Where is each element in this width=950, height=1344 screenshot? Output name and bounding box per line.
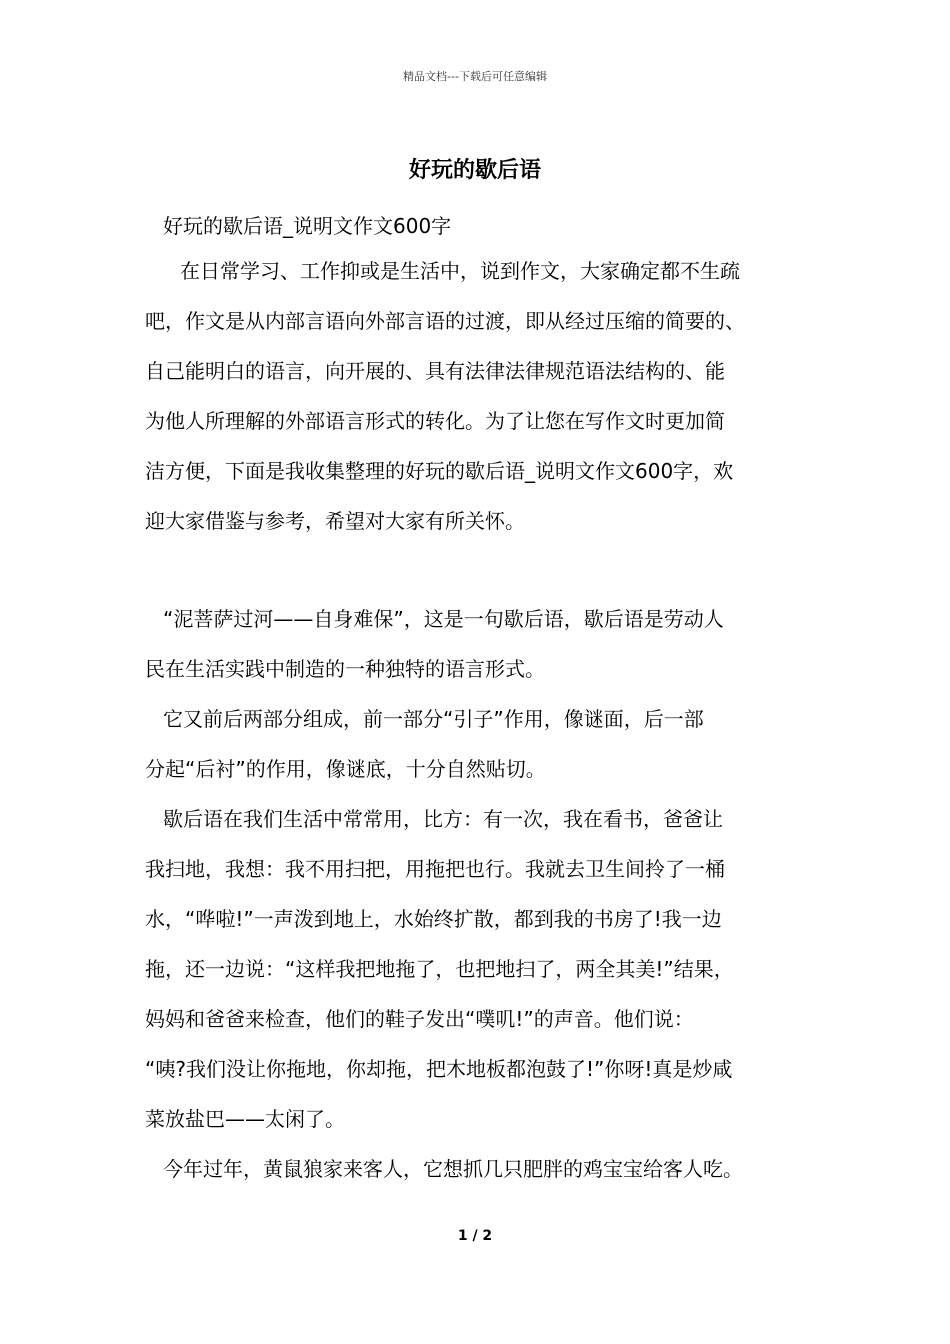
page-indicator: 1 / 2: [457, 1228, 493, 1244]
body-line: 迎大家借鉴与参考，希望对大家有所关怀。: [145, 509, 525, 533]
body-line: “咦?我们没让你拖地，你却拖，把木地板都泡鼓了!”你呀!真是炒咸: [145, 1057, 733, 1081]
document-title: 好玩的歇后语: [408, 158, 541, 183]
body-line: 水，“哗啦!”一声泼到地上，水始终扩散，都到我的书房了!我一边: [145, 907, 722, 931]
body-line: 吧，作文是从内部言语向外部言语的过渡，即从经过压缩的简要的、: [145, 309, 745, 333]
body-line: 菜放盐巴——太闲了。: [145, 1107, 345, 1131]
body-line: 妈妈和爸爸来检查，他们的鞋子发出“噗叽!”的声音。他们说：: [145, 1007, 694, 1031]
body-line: 歇后语在我们生活中常常用，比方：有一次，我在看书，爸爸让: [163, 807, 723, 831]
body-line: 自己能明白的语言，向开展的、具有法律法律规范语法结构的、能: [145, 359, 725, 383]
body-line: 它又前后两部分组成，前一部分“引子”作用，像谜面，后一部: [163, 707, 704, 731]
body-line: 民在生活实践中制造的一种独特的语言形式。: [145, 657, 545, 681]
body-line: 今年过年，黄鼠狼家来客人，它想抓几只肥胖的鸡宝宝给客人吃。: [163, 1157, 743, 1181]
body-line: “泥菩萨过河——自身难保”，这是一句歇后语，歇后语是劳动人: [163, 607, 724, 631]
document-subtitle: 好玩的歇后语_说明文作文600字: [163, 214, 452, 238]
body-line: 在日常学习、工作抑或是生活中，说到作文，大家确定都不生疏: [180, 259, 740, 283]
body-line: 分起“后衬”的作用，像谜底，十分自然贴切。: [145, 757, 546, 781]
body-line: 为他人所理解的外部语言形式的转化。为了让您在写作文时更加简: [145, 409, 725, 433]
body-line: 拖，还一边说：“这样我把地拖了，也把地扫了，两全其美!”结果，: [145, 957, 734, 981]
body-line: 洁方便，下面是我收集整理的好玩的歇后语_说明文作文600字，欢: [145, 459, 734, 483]
body-line: 我扫地，我想：我不用扫把，用拖把也行。我就去卫生间拎了一桶: [145, 857, 725, 881]
page-header: 精品文档---下载后可任意编辑: [403, 70, 547, 83]
